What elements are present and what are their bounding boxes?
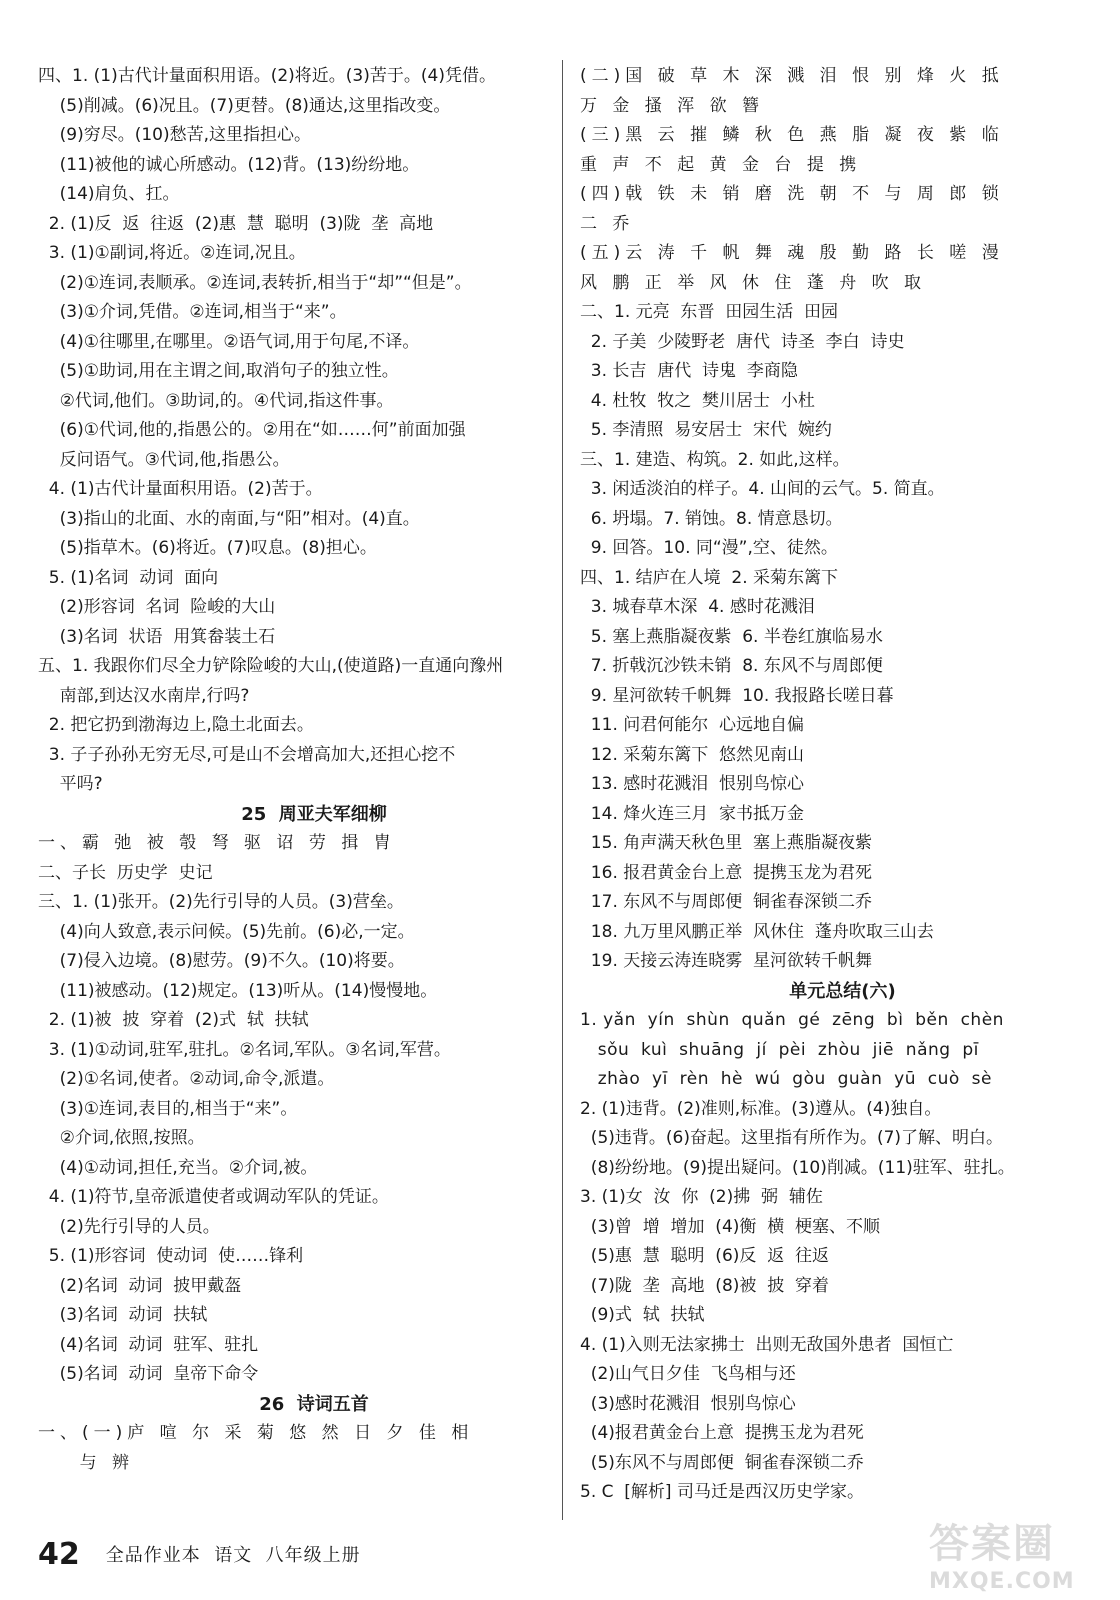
answer-line: 9. 回答。10. 同“漫”,空、徒然。 bbox=[580, 538, 838, 558]
answer-line: (4)报君黄金台上意 提携玉龙为君死 bbox=[580, 1423, 864, 1443]
answer-line: 3. 城春草木深 4. 感时花溅泪 bbox=[580, 597, 815, 617]
answer-line: (5)①助词,用在主谓之间,取消句子的独立性。 bbox=[38, 361, 399, 381]
answer-line: 14. 烽火连三月 家书抵万金 bbox=[580, 803, 805, 824]
answer-line: 一、(一)庐 喧 尔 采 菊 悠 然 日 夕 佳 相 bbox=[38, 1423, 474, 1443]
answer-line: (3)①连词,表目的,相当于“来”。 bbox=[38, 1098, 298, 1119]
answer-line: 3. (1)①副词,将近。②连词,况且。 bbox=[38, 243, 306, 263]
pinyin-line: sǒu kuì shuāng jí pèi zhòu jiē nǎng pī bbox=[580, 1039, 979, 1060]
answer-line: (3)曾 增 增加 (4)衡 横 梗塞、不顺 bbox=[580, 1216, 881, 1237]
answer-line: (3)名词 动词 扶轼 bbox=[38, 1305, 208, 1325]
watermark-bottom: MXQE.COM bbox=[929, 1569, 1075, 1594]
pinyin-line: zhào yī rèn hè wú gòu guàn yū cuò sè bbox=[580, 1069, 992, 1089]
answer-line: 18. 九万里风鹏正举 风休住 蓬舟吹取三山去 bbox=[580, 921, 934, 942]
pinyin-line: 1. yǎn yín shùn quǎn gé zēng bì běn chèn bbox=[580, 1010, 1004, 1030]
book-title: 全品作业本 语文 八年级上册 bbox=[105, 1545, 361, 1566]
answer-line: (5)削减。(6)况且。(7)更替。(8)通达,这里指改变。 bbox=[38, 95, 451, 116]
answer-line: (3)名词 状语 用箕畚装土石 bbox=[38, 626, 276, 647]
answer-line: (4)名词 动词 驻军、驻扎 bbox=[38, 1334, 259, 1355]
answer-line: 16. 报君黄金台上意 提携玉龙为君死 bbox=[580, 862, 873, 883]
answer-line: (9)穷尽。(10)愁苦,这里指担心。 bbox=[38, 125, 311, 145]
answer-line: 13. 感时花溅泪 恨别鸟惊心 bbox=[580, 774, 805, 794]
answer-line: 3. 子子孙孙无穷无尽,可是山不会增高加大,还担心挖不 bbox=[38, 744, 456, 765]
answer-line: (2)形容词 名词 险峻的大山 bbox=[38, 597, 276, 617]
page-footer bbox=[38, 1532, 361, 1576]
answer-line: (6)①代词,他的,指愚公的。②用在“如……何”前面加强 bbox=[38, 420, 466, 440]
answer-line: (4)①动词,担任,充当。②介词,被。 bbox=[38, 1157, 318, 1178]
answer-line: (3)指山的北面、水的南面,与“阳”相对。(4)直。 bbox=[38, 508, 420, 529]
answer-line: 二、子长 历史学 史记 bbox=[38, 862, 213, 883]
column-divider bbox=[562, 60, 563, 1520]
section-heading: 单元总结(六) bbox=[789, 980, 896, 1002]
answer-line: (8)纷纷地。(9)提出疑问。(10)削减。(11)驻军、驻扎。 bbox=[580, 1157, 1015, 1178]
watermark-top: 答案圈 bbox=[929, 1521, 1055, 1567]
answer-line: 19. 天接云涛连晓雾 星河欲转千帆舞 bbox=[580, 951, 873, 971]
right-column bbox=[580, 62, 1085, 1508]
answer-line: (14)肩负、扛。 bbox=[38, 184, 180, 204]
answer-line: 四、1. (1)古代计量面积用语。(2)将近。(3)苦于。(4)凭借。 bbox=[38, 66, 496, 86]
answer-line: (7)侵入边境。(8)慰劳。(9)不久。(10)将要。 bbox=[38, 951, 405, 971]
answer-line: ②介词,依照,按照。 bbox=[38, 1128, 205, 1148]
answer-line: (四)戟 铁 未 销 磨 洗 朝 不 与 周 郎 锁 bbox=[580, 184, 1004, 204]
section-heading: 26 诗词五首 bbox=[259, 1393, 369, 1415]
left-column bbox=[38, 62, 550, 1478]
answer-line: (3)感时花溅泪 恨别鸟惊心 bbox=[580, 1393, 796, 1414]
answer-line: 三、1. 建造、构筑。2. 如此,这样。 bbox=[580, 449, 850, 470]
answer-line: 5. C [解析] 司马迁是西汉历史学家。 bbox=[580, 1482, 864, 1502]
answer-line: 二 乔 bbox=[580, 213, 635, 234]
answer-line: ②代词,他们。③助词,的。④代词,指这件事。 bbox=[38, 390, 394, 411]
answer-line: 万 金 搔 浑 欲 簪 bbox=[580, 95, 765, 116]
answer-line: (9)式 轼 扶轼 bbox=[580, 1305, 705, 1325]
answer-line: 平吗? bbox=[38, 774, 103, 794]
answer-line: 2. (1)被 披 穿着 (2)式 轼 扶轼 bbox=[38, 1010, 309, 1030]
answer-line: (4)①往哪里,在哪里。②语气词,用于句尾,不译。 bbox=[38, 331, 420, 352]
answer-line: 3. 长吉 唐代 诗鬼 李商隐 bbox=[580, 361, 798, 381]
answer-line: (2)名词 动词 披甲戴盔 bbox=[38, 1275, 242, 1296]
answer-line: 17. 东风不与周郎便 铜雀春深锁二乔 bbox=[580, 892, 873, 912]
answer-line: (4)向人致意,表示问候。(5)先前。(6)必,一定。 bbox=[38, 921, 415, 942]
answer-line: 2. 子美 少陵野老 唐代 诗圣 李白 诗史 bbox=[580, 331, 905, 352]
answer-line: 三、1. (1)张开。(2)先行引导的人员。(3)营垒。 bbox=[38, 892, 404, 912]
answer-line: 2. 把它扔到渤海边上,隐土北面去。 bbox=[38, 715, 314, 735]
answer-line: (11)被感动。(12)规定。(13)听从。(14)慢慢地。 bbox=[38, 980, 438, 1001]
answer-line: (2)①连词,表顺承。②连词,表转折,相当于“却”“但是”。 bbox=[38, 272, 472, 293]
answer-line: (2)①名词,使者。②动词,命令,派遣。 bbox=[38, 1069, 335, 1089]
answer-line: 3. (1)①动词,驻军,驻扎。②名词,军队。③名词,军营。 bbox=[38, 1039, 451, 1060]
answer-line: 南部,到达汉水南岸,行吗? bbox=[38, 685, 250, 706]
answer-line: 与 辨 bbox=[38, 1452, 135, 1473]
answer-line: 5. (1)形容词 使动词 使……锋利 bbox=[38, 1246, 304, 1266]
answer-line: 反问语气。③代词,他,指愚公。 bbox=[38, 449, 290, 470]
answer-line: 7. 折戟沉沙铁未销 8. 东风不与周郎便 bbox=[580, 656, 883, 676]
answer-line: (五)云 涛 千 帆 舞 魂 殷 勤 路 长 嗟 漫 bbox=[580, 243, 1004, 263]
answer-line: 四、1. 结庐在人境 2. 采菊东篱下 bbox=[580, 567, 839, 588]
answer-line: 4. (1)符节,皇帝派遣使者或调动军队的凭证。 bbox=[38, 1187, 389, 1207]
answer-line: 重 声 不 起 黄 金 台 提 携 bbox=[580, 154, 862, 175]
answer-line: 3. (1)女 汝 你 (2)拂 弼 辅佐 bbox=[580, 1187, 823, 1207]
answer-line: 4. 杜牧 牧之 樊川居士 小杜 bbox=[580, 390, 815, 411]
answer-line: 2. (1)反 返 往返 (2)惠 慧 聪明 (3)陇 垄 高地 bbox=[38, 213, 434, 234]
answer-line: 6. 坍塌。7. 销蚀。8. 情意恳切。 bbox=[580, 508, 843, 529]
answer-line: (5)指草木。(6)将近。(7)叹息。(8)担心。 bbox=[38, 538, 377, 558]
answer-line: 15. 角声满天秋色里 塞上燕脂凝夜紫 bbox=[580, 833, 873, 853]
section-heading: 25 周亚夫军细柳 bbox=[241, 803, 387, 825]
answer-line: (5)名词 动词 皇帝下命令 bbox=[38, 1364, 259, 1384]
answer-line: (3)①介词,凭借。②连词,相当于“来”。 bbox=[38, 302, 347, 322]
answer-line: 3. 闲适淡泊的样子。4. 山间的云气。5. 简直。 bbox=[580, 479, 945, 499]
answer-line: 风 鹏 正 举 风 休 住 蓬 舟 吹 取 bbox=[580, 272, 927, 293]
answer-line: (2)先行引导的人员。 bbox=[38, 1216, 220, 1237]
answer-line: 4. (1)入则无法家拂士 出则无敌国外患者 国恒亡 bbox=[580, 1334, 954, 1355]
answer-line: 2. (1)违背。(2)准则,标准。(3)遵从。(4)独自。 bbox=[580, 1098, 942, 1119]
answer-line: (5)东风不与周郎便 铜雀春深锁二乔 bbox=[580, 1452, 864, 1473]
answer-line: 5. (1)名词 动词 面向 bbox=[38, 567, 219, 588]
answer-line: (三)黑 云 摧 鳞 秋 色 燕 脂 凝 夜 紫 临 bbox=[580, 125, 1004, 145]
answer-line: (2)山气日夕佳 飞鸟相与还 bbox=[580, 1364, 796, 1384]
answer-line: (11)被他的诚心所感动。(12)背。(13)纷纷地。 bbox=[38, 154, 420, 175]
answer-line: 5. 李清照 易安居士 宋代 婉约 bbox=[580, 420, 832, 440]
answer-line: 一、霸 弛 被 彀 弩 驱 诏 劳 揖 胄 bbox=[38, 833, 396, 853]
page-number: 42 bbox=[38, 1536, 80, 1572]
answer-line: 二、1. 元亮 东晋 田园生活 田园 bbox=[580, 302, 839, 322]
answer-line: 9. 星河欲转千帆舞 10. 我报路长嗟日暮 bbox=[580, 685, 894, 706]
answer-line: (5)惠 慧 聪明 (6)反 返 往返 bbox=[580, 1246, 830, 1266]
answer-line: 5. 塞上燕脂凝夜紫 6. 半卷红旗临易水 bbox=[580, 626, 883, 647]
watermark-logo bbox=[929, 1512, 1104, 1592]
answer-line: 4. (1)古代计量面积用语。(2)苦于。 bbox=[38, 479, 323, 499]
answer-line: 12. 采菊东篱下 悠然见南山 bbox=[580, 744, 805, 765]
answer-line: (7)陇 垄 高地 (8)被 披 穿着 bbox=[580, 1275, 830, 1296]
answer-line: (5)违背。(6)奋起。这里指有所作为。(7)了解、明白。 bbox=[580, 1128, 1004, 1148]
answer-line: 11. 问君何能尔 心远地自偏 bbox=[580, 715, 805, 735]
answer-line: 五、1. 我跟你们尽全力铲除险峻的大山,(使道路)一直通向豫州 bbox=[38, 656, 504, 676]
answer-line: (二)国 破 草 木 深 溅 泪 恨 别 烽 火 抵 bbox=[580, 66, 1004, 86]
